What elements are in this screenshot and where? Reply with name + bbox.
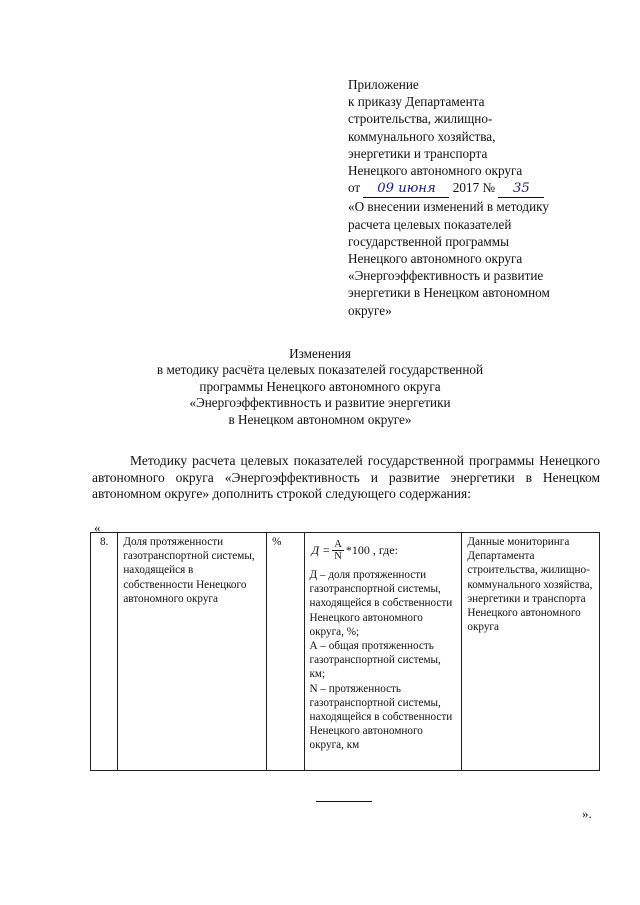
subject-line: Ненецкого автономного округа (348, 251, 523, 267)
formula (312, 539, 457, 562)
subject-line: округе» (348, 302, 392, 318)
order-date-line (348, 179, 598, 198)
changes-table (90, 532, 600, 771)
divider-line (316, 801, 372, 802)
formula-lhs: Д = (311, 543, 331, 558)
body-paragraph: Методику расчета целевых показателей государственной программы Ненецкого автономного округа «Энергоэффективность и развитие энергетики в Ненецком автономном округе» дополнить строкой следующего содержания: (92, 453, 600, 501)
subject-line: расчета целевых показателей (348, 216, 512, 232)
subject-line: энергетики в Ненецком автономном (348, 285, 550, 301)
calculation-method (304, 533, 462, 771)
handwritten-order-number: 35 (498, 180, 544, 198)
subject-line: «Энергоэффективность и развитие (348, 268, 544, 284)
definition: Д – доля протяженности газотранспортной системы, находящейся в собственности Ненецкого автономного округа, %; (309, 569, 453, 638)
definition: А – общая протяженность газотранспортной системы, км; (309, 640, 441, 681)
closing-quote: ». (582, 806, 592, 821)
order-year: 2017 № (452, 180, 496, 196)
unit: % (267, 533, 304, 771)
title-line: в методику расчёта целевых показателей государственной (156, 362, 484, 378)
appendix-line: коммунального хозяйства, (348, 128, 496, 144)
title-line: в Ненецком автономном округе» (228, 411, 412, 427)
formula-rest: *100 , где: (345, 543, 398, 558)
data-source: Данные мониторинга Департамента строительства, жилищно-коммунального хозяйства, энергетики и транспорта Ненецкого автономного округа (462, 533, 600, 771)
title-line: Изменения (289, 346, 351, 361)
handwritten-date: 09 июня (363, 180, 449, 198)
appendix-line: Ненецкого автономного округа (348, 163, 523, 179)
appendix-line: к приказу Департамента (348, 94, 485, 110)
definition: N – протяженность газотранспортной системы, находящейся в собственности Ненецкого автономного округа, км (309, 682, 453, 752)
opening-quote: « (94, 520, 101, 535)
title-line: программы Ненецкого автономного округа (199, 378, 441, 394)
formula-denominator: N (334, 551, 342, 562)
document-title (120, 346, 520, 428)
appendix-header (348, 76, 598, 319)
body-text (92, 453, 600, 503)
subject-line: «О внесении изменений в методику (348, 199, 549, 215)
table-row (91, 533, 600, 771)
appendix-line: энергетики и транспорта (348, 145, 488, 161)
appendix-line: Приложение (348, 77, 419, 92)
title-line: «Энергоэффективность и развитие энергетики (189, 395, 451, 411)
date-prefix: от (348, 180, 361, 196)
row-number: 8. (91, 533, 118, 771)
appendix-line: строительства, жилищно- (348, 111, 493, 127)
subject-line: государственной программы (348, 233, 509, 249)
formula-numerator: A (334, 539, 342, 550)
formula-fraction (332, 539, 344, 562)
indicator-name: Доля протяженности газотранспортной системы, находящейся в собственности Ненецкого автономного округа (118, 533, 267, 771)
